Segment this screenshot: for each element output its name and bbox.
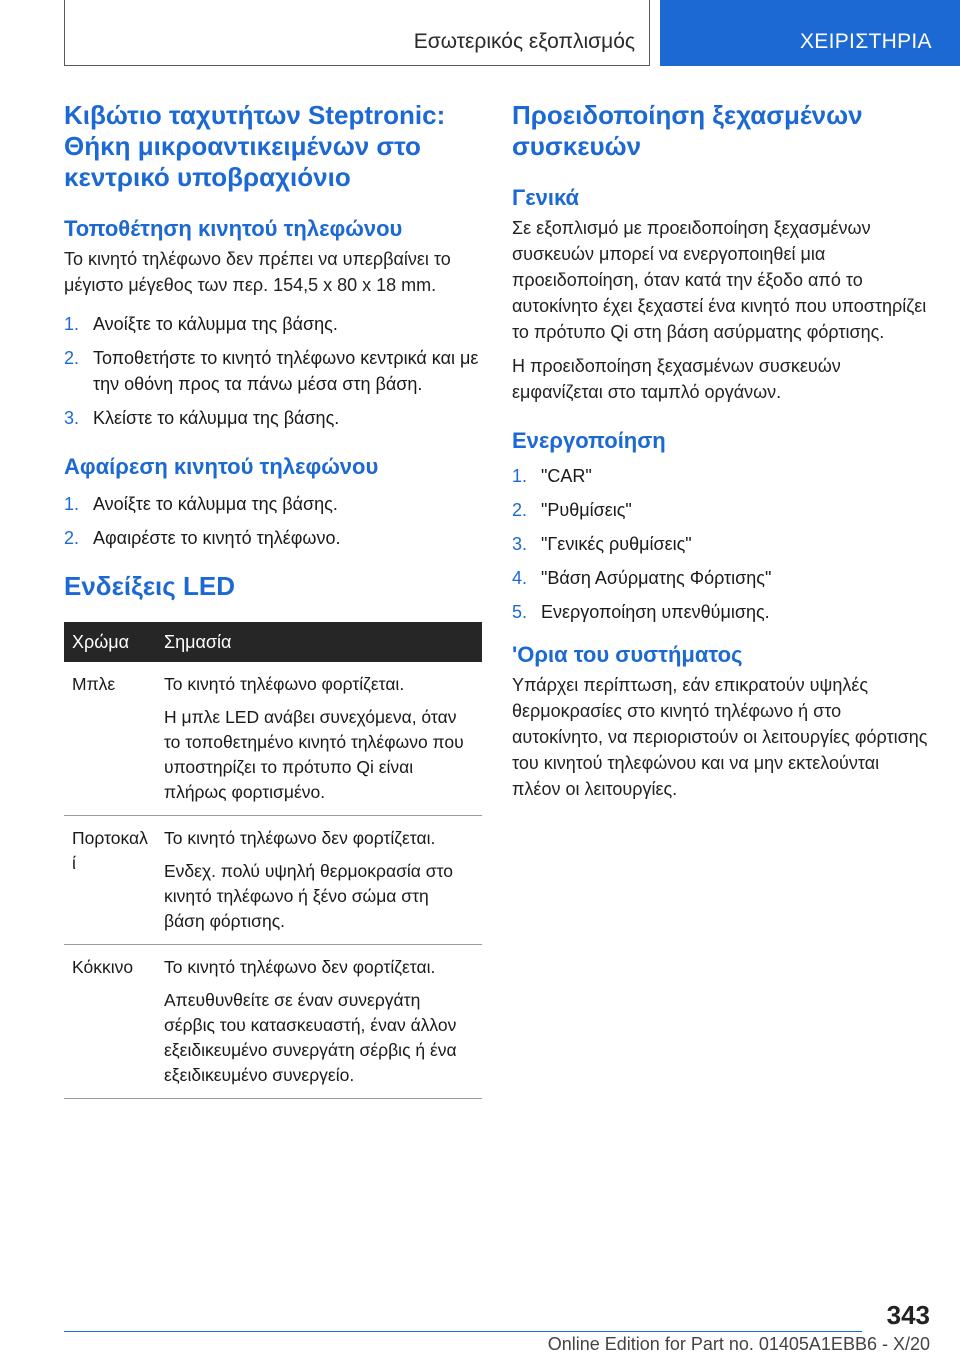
subsection-heading-limits: 'Ορια του συστήματος [512, 642, 743, 667]
list-item: 3. "Γενικές ρυθμίσεις" [512, 534, 692, 554]
removing-steps [64, 491, 482, 551]
led-section-title: Ενδείξεις LED [64, 571, 236, 601]
page-number: 343 [886, 1300, 930, 1330]
footer-divider [64, 1331, 862, 1332]
header-section-box [64, 0, 650, 66]
list-item: 1. Ανοίξτε το κάλυμμα της βάσης. [64, 314, 338, 334]
header-section-title: Εσωτερικός εξοπλισμός [413, 30, 635, 53]
placing-steps [64, 311, 482, 431]
placing-text: Το κινητό τηλέφωνο δεν πρέπει να υπερβαίνει το μέγιστο μέγεθος των περ. 154,5 x 80 x 18 mm. [64, 249, 451, 295]
led-meaning-cell: Το κινητό τηλέφωνο δεν φορτίζεται. Απευθυνθείτε σε έναν συνεργάτη σέρβις του κατασκευαστή, έναν άλλον εξειδικευμένο συνεργάτη σέρβις ή ένα εξειδικευμένο συνεργείο. [156, 945, 482, 1099]
subsection-heading-general: Γενικά [512, 185, 580, 210]
table-row [64, 945, 482, 1099]
table-header-row [64, 622, 482, 662]
header-chapter-title: ΧΕΙΡΙΣΤΗΡΙΑ [800, 30, 932, 53]
column-header-color: Χρώμα [64, 622, 156, 662]
list-item: 2. Τοποθετήστε το κινητό τηλέφωνο κεντρικά και με την οθόνη προς τα πάνω μέσα στη βάση. [64, 348, 479, 394]
list-item: 5. Ενεργοποίηση υπενθύμισης. [512, 602, 770, 622]
limits-text: Υπάρχει περίπτωση, εάν επικρατούν υψηλές θερμοκρασίες στο κινητό τηλέφωνο ή στο αυτοκίνητο, να περιοριστούν οι λειτουργίες φόρτισης του κινητού τηλεφώνου και να μην εκτελούνται πλέον οι λειτουργίες. [512, 675, 928, 799]
section-title-warning: Προειδοποίηση ξεχασμένων συσκευών [512, 100, 863, 161]
led-meaning-cell: Το κινητό τηλέφωνο φορτίζεται. Η μπλε LED ανάβει συνεχόμενα, όταν το τοποθετημένο κινητό τηλέφωνο που υποστηρίζει το πρότυπο Qi είναι πλήρως φορτισμένο. [156, 662, 482, 816]
led-meaning-cell: Το κινητό τηλέφωνο δεν φορτίζεται. Ενδεχ. πολύ υψηλή θερμοκρασία στο κινητό τηλέφωνο ή ξένο σώμα στη βάση φόρτισης. [156, 816, 482, 945]
left-column [64, 100, 482, 1099]
list-item: 2. "Ρυθμίσεις" [512, 500, 632, 520]
list-item: 1. "CAR" [512, 466, 592, 486]
edition-text: Online Edition for Part no. 01405A1EBB6 - X/20 [547, 1334, 930, 1354]
led-color-cell: Μπλε [64, 662, 156, 816]
general-text-2: Η προειδοποίηση ξεχασμένων συσκευών εμφανίζεται στο ταμπλό οργάνων. [512, 356, 841, 402]
general-text-1: Σε εξοπλισμό με προειδοποίηση ξεχασμένων συσκευών μπορεί να ενεργοποιηθεί μια προειδοποίηση, όταν κατά την έξοδο από το αυτοκίνητο έχει ξεχαστεί ένα κινητό που υποστηρίζει το πρότυπο Qi στη βάση ασύρματης φόρτισης. [512, 218, 927, 342]
subsection-heading-placing: Τοποθέτηση κινητού τηλεφώνου [64, 216, 403, 241]
list-item: 1. Ανοίξτε το κάλυμμα της βάσης. [64, 494, 338, 514]
led-table [64, 622, 482, 1099]
list-item: 4. "Βάση Ασύρματης Φόρτισης" [512, 568, 772, 588]
column-header-meaning: Σημασία [156, 622, 482, 662]
table-row [64, 662, 482, 816]
subsection-heading-removing: Αφαίρεση κινητού τηλεφώνου [64, 454, 379, 479]
list-item: 3. Κλείστε το κάλυμμα της βάσης. [64, 408, 340, 428]
subsection-heading-activation: Ενεργοποίηση [512, 428, 666, 453]
section-title: Κιβώτιο ταχυτήτων Steptronic: Θήκη μικροαντικειμένων στο κεντρικό υποβραχιόνιο [64, 100, 446, 192]
list-item: 2. Αφαιρέστε το κινητό τηλέφωνο. [64, 528, 341, 548]
table-row [64, 816, 482, 945]
right-column [512, 100, 932, 802]
led-color-cell: Πορτοκαλί [64, 816, 156, 945]
activation-steps [512, 463, 932, 625]
header-chapter-tab [660, 0, 960, 66]
led-color-cell: Κόκκινο [64, 945, 156, 1099]
